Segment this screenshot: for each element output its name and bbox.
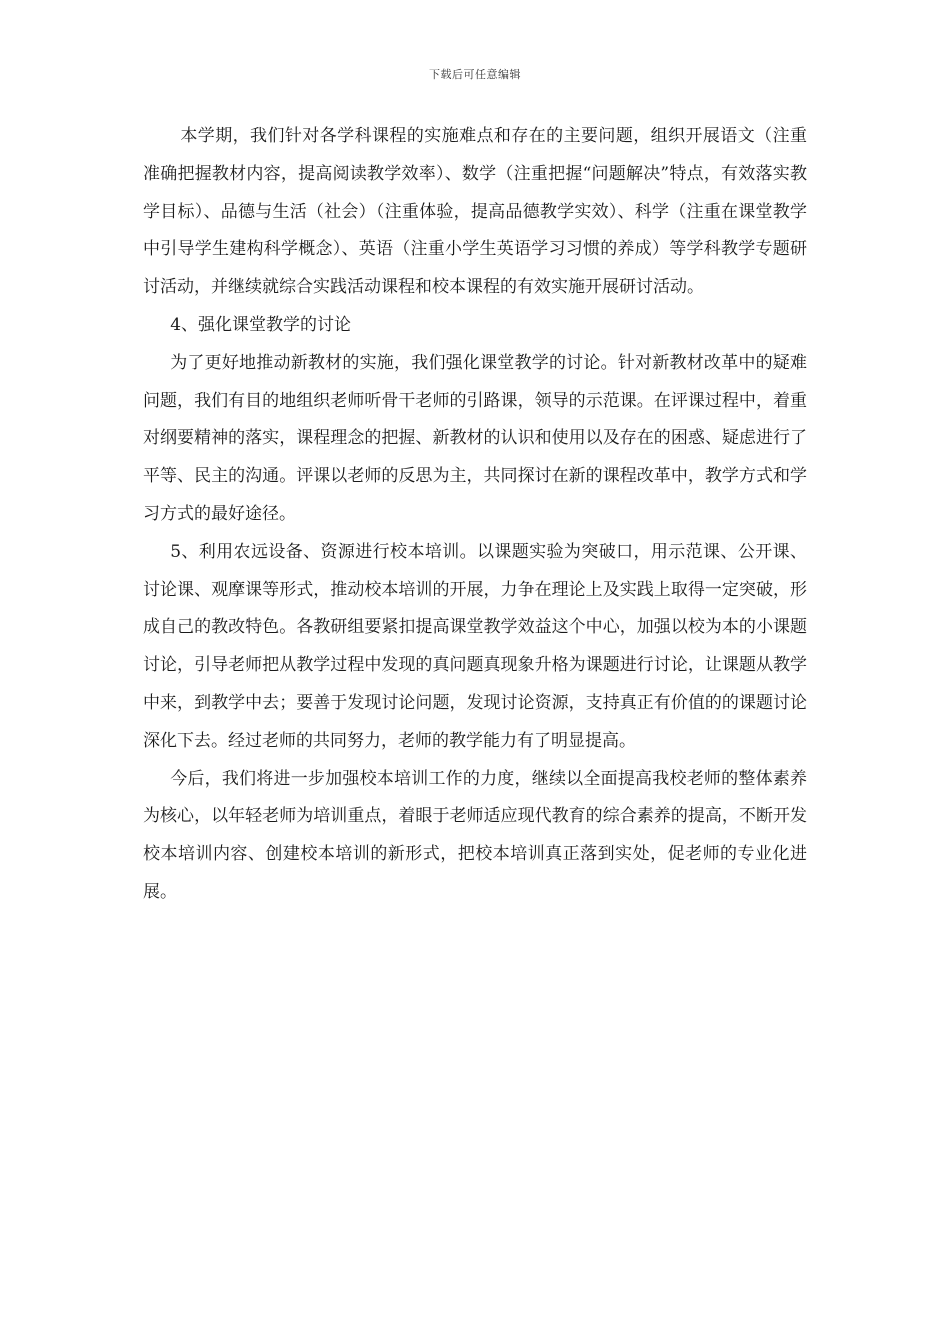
document-body bbox=[143, 118, 807, 912]
paragraph-future-plan: 今后，我们将进一步加强校本培训工作的力度，继续以全面提高我校老师的整体素养为核心，以年轻老师为培训重点，着眼于老师适应现代教育的综合素养的提高，不断开发校本培训内容、创建校本培训的新形式，把校本培训真正落到实处，促老师的专业化进展。 bbox=[143, 768, 807, 902]
page-header-note: 下载后可任意编辑 bbox=[429, 68, 521, 81]
paragraph-school-training: 5、利用农远设备、资源进行校本培训。以课题实验为突破口，用示范课、公开课、讨论课、观摩课等形式，推动校本培训的开展，力争在理论上及实践上取得一定突破，形成自己的教改特色。各教研组要紧扣提高课堂教学效益这个中心，加强以校为本的小课题讨论，引导老师把从教学过程中发现的真问题真现象升格为课题进行讨论，让课题从教学中来，到教学中去；要善于发现讨论问题，发现讨论资源，支持真正有价值的的课题讨论深化下去。经过老师的共同努力，老师的教学能力有了明显提高。 bbox=[143, 541, 807, 751]
paragraph-classroom-discussion: 为了更好地推动新教材的实施，我们强化课堂教学的讨论。针对新教材改革中的疑难问题，我们有目的地组织老师听骨干老师的引路课，领导的示范课。在评课过程中，着重对纲要精神的落实，课程理念的把握、新教材的认识和使用以及存在的困惑、疑虑进行了平等、民主的沟通。评课以老师的反思为主，共同探讨在新的课程改革中，教学方式和学习方式的最好途径。 bbox=[143, 352, 807, 524]
paragraph-subject-seminars: 本学期，我们针对各学科课程的实施难点和存在的主要问题，组织开展语文（注重准确把握教材内容，提高阅读教学效率）、数学（注重把握“问题解决”特点，有效落实教学目标）、品德与生活（社会）（注重体验，提高品德教学实效）、科学（注重在课堂教学中引导学生建构科学概念）、英语（注重小学生英语学习习惯的养成）等学科教学专题研讨活动，并继续就综合实践活动课程和校本课程的有效实施开展研讨活动。 bbox=[143, 126, 807, 298]
section-heading-classroom-discussion: 4、强化课堂教学的讨论 bbox=[170, 314, 352, 335]
